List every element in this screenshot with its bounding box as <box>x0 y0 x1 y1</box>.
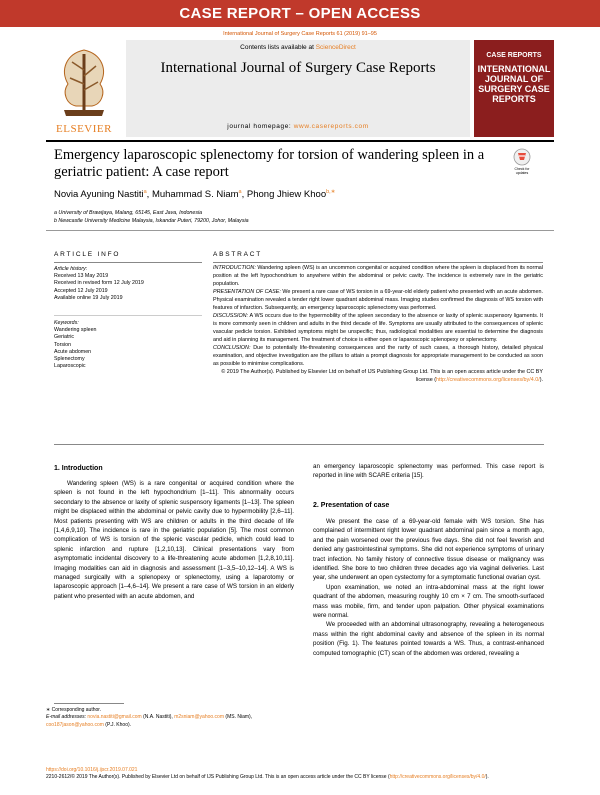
elsevier-logo[interactable] <box>46 40 122 137</box>
footer-license-text: 2210-2612/© 2019 The Author(s). Published by Elsevier Ltd on behalf of IJS Publishing Group Ltd. This is an open access article under the CC BY license ( <box>46 774 390 781</box>
keyword: Wandering spleen <box>54 327 97 334</box>
history-label: Article history: <box>54 266 88 272</box>
abstract-body <box>213 264 543 384</box>
footer-license <box>46 774 554 781</box>
email-line <box>46 714 300 729</box>
keyword: Acute abdomen <box>54 348 92 355</box>
publisher-name: ELSEVIER <box>56 123 112 135</box>
abstract-section-label: DISCUSSION: <box>213 313 249 319</box>
license-link[interactable]: http://creativecommons.org/licenses/by/4.0/ <box>436 377 540 383</box>
history-item: Accepted 12 July 2019 <box>54 287 108 294</box>
license-end: ). <box>539 377 543 383</box>
author-list: Novia Ayuning Nastiti$^a$, Muhammad S. Niam$^a$, Phong Jhiew Khoo$^{b,∗}$ <box>54 189 336 201</box>
paragraph: We proceeded with an abdominal ultrasonography, revealing a heterogeneous mass within the right abdominal cavity and absence of the spleen in its normal position (Fig. 1). The features pointed towards a WS. Thus, a contrast-enhanced computed tomographic (CT) scan of the abdomen was ordered, revealing a <box>313 621 544 657</box>
crossmark-label: Check for updates <box>514 167 530 175</box>
author-affiliation-marker[interactable]: a <box>143 189 147 195</box>
article-title: Emergency laparoscopic splenectomy for torsion of wandering spleen in a geriatric patient: A case report <box>54 147 485 180</box>
presentation-text <box>313 517 544 658</box>
journal-masthead <box>126 40 470 137</box>
crossmark-badge[interactable] <box>509 148 535 176</box>
journal-title: International Journal of Surgery Case Reports <box>160 60 436 76</box>
history-item: Available online 19 July 2019 <box>54 294 123 301</box>
paragraph-continuation: an emergency laparoscopic splenectomy was performed. This case report is reported in line with SCARE criteria [15]. <box>313 463 544 480</box>
abstract-section-label: CONCLUSION: <box>213 345 251 351</box>
abstract-section-label: PRESENTATION OF CASE: <box>213 289 281 295</box>
abstract-section <box>213 312 543 344</box>
keyword: Splenectomy <box>54 356 85 363</box>
keyword: Torsion <box>54 341 72 348</box>
homepage-link[interactable]: www.casereports.com <box>293 123 369 130</box>
article-info-rule <box>54 262 202 263</box>
contents-prefix: Contents lists available at <box>240 44 314 51</box>
history-item: Received 13 May 2019 <box>54 273 109 280</box>
keyword: Laparoscopic <box>54 363 86 370</box>
corresponding-author: ∗ Corresponding author. <box>46 707 102 713</box>
abstract-section-text: Due to potentially life-threatening consequences and the rarity of such cases, a thorough history, detailed physical examination, and objective investigation are the pillars to attain a prompt diagnosis for appropriate management to be conducted as soon as possible to minimise complications. <box>213 345 543 367</box>
paragraph: We present the case of a 69-year-old female with WS torsion. She has complained of intermittent right lower quadrant abdominal pain since a month ago, and the pain worsened over the previous five days. She did not feel feverish and denied any gastrointestinal symptoms. She did not experience symptoms of urinary tract infection. No family history of connective tissue disease or malignancy was identified. She bore to two children three decades ago via vaginal deliveries. Last year, she underwent an open cystectomy for a symptomatic functional ovarian cyst. <box>313 518 544 582</box>
keywords-rule <box>54 315 202 316</box>
crossmark-icon <box>509 148 535 167</box>
footnote-rule <box>54 703 124 704</box>
license-text: © 2019 The Author(s). Published by Elsevier Ltd on behalf of IJS Publishing Group Ltd. This is an open access article under the CC BY license ( <box>221 369 543 383</box>
email-owner: (N.A. Nastiti), <box>143 714 173 721</box>
abstract-section-text: We present a rare case of WS torsion in a 69-year-old elderly patient who presented with an acute abdomen. Physical examination revealed a tender right lower quadrant abdominal mass. Imaging studies confirmed the diagnosis of WS torsion with features of infarction. Subsequently, an emergency laparoscopic splenectomy was performed. <box>213 289 543 311</box>
abstract-rule <box>213 262 543 263</box>
header-divider <box>46 140 554 142</box>
affiliation-divider <box>46 230 554 231</box>
keyword: Geriatric <box>54 334 75 341</box>
affiliation-a: a University of Brawijaya, Malang, 65145, East Java, Indonesia <box>54 210 203 216</box>
footer-license-end: ). <box>485 774 489 781</box>
page-footer <box>46 767 554 782</box>
abstract-section <box>213 264 543 288</box>
introduction-continuation <box>313 462 544 481</box>
emails-label: E-mail addresses: <box>46 714 87 721</box>
footer-license-link[interactable]: http://creativecommons.org/licenses/by/4.0/ <box>389 774 486 781</box>
abstract-section <box>213 344 543 368</box>
contents-line <box>126 44 470 51</box>
abstract-bottom-rule <box>54 444 544 445</box>
cover-title: INTERNATIONAL JOURNAL OF SURGERY CASE REPORTS <box>477 64 551 104</box>
abstract-section-label: INTRODUCTION: <box>213 265 256 271</box>
author-affiliation-marker[interactable]: b,∗ <box>326 189 336 195</box>
journal-cover-image[interactable] <box>474 40 554 137</box>
homepage-prefix: journal homepage: <box>227 123 292 130</box>
cover-label: CASE REPORTS <box>486 52 542 59</box>
history-item: Received in revised form 12 July 2019 <box>54 280 144 287</box>
introduction-text <box>54 479 294 601</box>
affiliation-b: b Newcastle University Medicine Malaysia, Iskandar Puteri, 79200, Johor, Malaysia <box>54 218 249 224</box>
article-type-banner: CASE REPORT – OPEN ACCESS <box>0 0 600 27</box>
presentation-heading: 2. Presentation of case <box>313 502 390 509</box>
abstract-section <box>213 288 543 312</box>
author-affiliation-marker[interactable]: a <box>238 189 242 195</box>
author-name[interactable]: Novia Ayuning Nastiti <box>54 189 144 201</box>
email-link[interactable]: novia.nastiti@gmail.com <box>87 714 142 721</box>
article-history <box>54 266 202 302</box>
email-owner: (P.J. Khoo). <box>105 721 132 728</box>
email-link[interactable]: coo187jason@yahoo.com <box>46 721 104 728</box>
journal-homepage <box>126 123 470 130</box>
doi-link[interactable]: https://doi.org/10.1016/j.ijscr.2019.07.021 <box>46 767 138 773</box>
email-owner: (MS. Niam), <box>225 714 253 721</box>
abstract-section-text: Wandering spleen (WS) is an uncommon congenital or acquired condition where the spleen is displaced from its normal position at the left hypochondrium to anywhere within the abdominal or pelvic cavity. The incidence is extremely rare in the geriatric population. <box>213 265 543 287</box>
journal-header <box>46 40 554 137</box>
abstract-heading: ABSTRACT <box>213 251 263 258</box>
article-info-heading: ARTICLE INFO <box>54 251 121 258</box>
email-link[interactable]: m2sniam@yahoo.com <box>174 714 225 721</box>
journal-citation[interactable]: International Journal of Surgery Case Reports 61 (2019) 91–95 <box>223 31 377 37</box>
author-name[interactable]: Phong Jhiew Khoo <box>246 189 327 201</box>
sciencedirect-link[interactable]: ScienceDirect <box>315 44 356 51</box>
abstract-license <box>213 368 543 384</box>
footnote <box>46 707 300 729</box>
author-name[interactable]: Muhammad S. Niam <box>151 189 239 201</box>
paragraph: Wandering spleen (WS) is a rare congenital or acquired condition where the spleen is not found in the left hypochondrium [1–11]. This abnormality occurs secondary to the absence or laxity of splenic suspensory ligaments [1–13]. The spleen might be displaced within the abdominal or pelvic cavity due to hypermobility [2,6–11]. Most patients presenting with WS are children or adults in the third decade of life [1,4,6,9,10]. The incidence is rare in the geriatric population [5]. The most common complication of WS is torsion of the splenic vascular pedicle, which could lead to splenic infarction and rupture [1,2,10,13]. Clinical presentations vary from asymptomatic incidental discovery to a life-threatening acute abdomen [1,2,8,10,11]. Imaging modalities can aid in diagnosis and assessment [1–3,5–10,12–14]. A WS is managed surgically with a splenopexy or splenectomy, using a laparotomy or laparoscopic approach [1–4,6–14]. We present a rare case of WS torsion in an elderly patient who presented with an acute abdomen, and <box>54 480 294 600</box>
paragraph: Upon examination, we noted an intra-abdominal mass at the right lower quadrant of the abdomen, measuring roughly 10 cm × 7 cm. The smooth-surfaced mass was mobile, firm, and tender upon palpation. Other physical examinations were normal. <box>313 583 544 620</box>
keywords-label: Keywords: <box>54 320 79 326</box>
keywords-block <box>54 320 202 370</box>
introduction-heading: 1. Introduction <box>54 465 103 472</box>
abstract-section-text: A WS occurs due to the hypermobility of the spleen secondary to the absence or laxity of splenic suspensory ligaments. It is more commonly seen in children and adults in the third decade of life. Symptoms are usually attributed to the consequences of splenic vascular pedicle torsion. Exhibited symptoms might be unspecific; thus, radiological modalities are essential to determine the diagnosis and aid in planning its management. The treatment of choice is either open or laparoscopic splenopexy or splenectomy. <box>213 313 543 343</box>
